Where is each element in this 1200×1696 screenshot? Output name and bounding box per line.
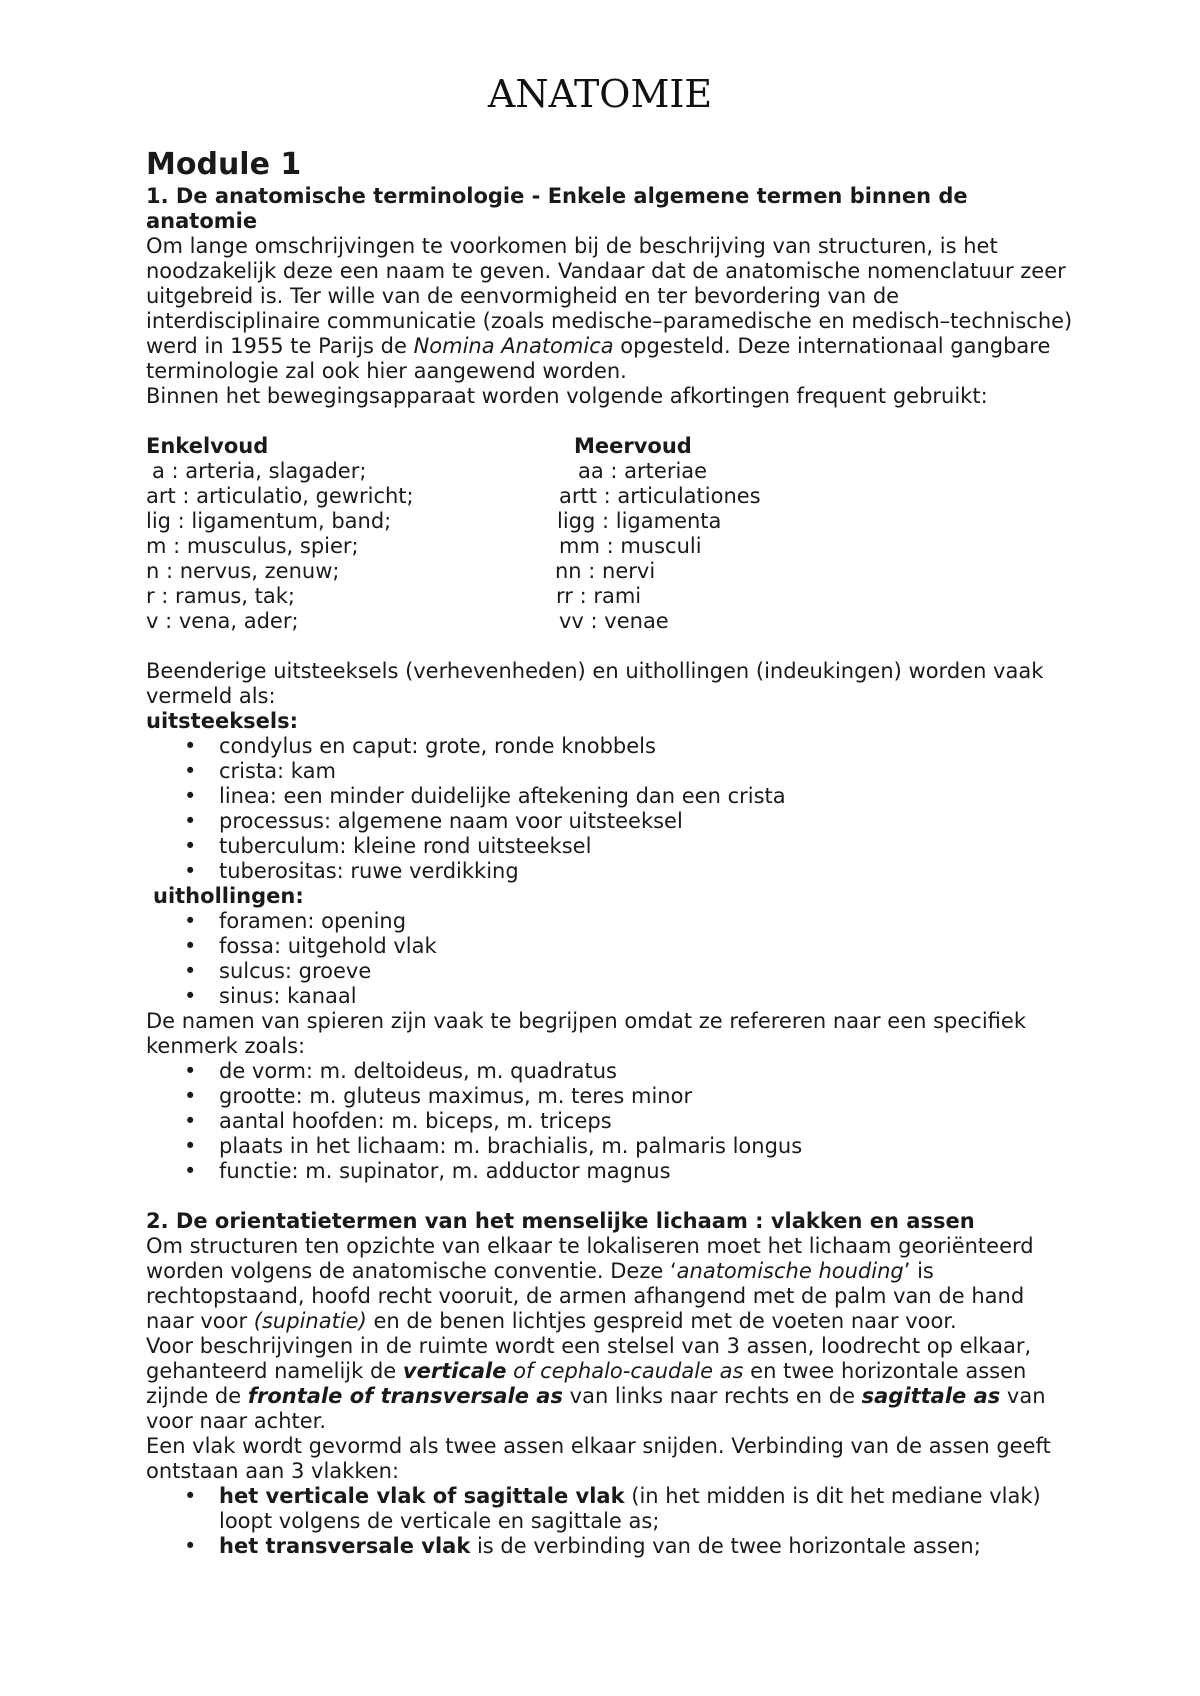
text-run: Om structuren ten opzichte van elkaar te lokaliseren moet het lichaam georiënteerd worden volgens de anatomische conventie. Deze ‘	[146, 1234, 1034, 1283]
abbreviation-plural: ligg : ligamenta	[557, 509, 722, 533]
abbreviation-plural: nn : nervi	[555, 559, 656, 583]
intro-text-a: Om lange omschrijvingen te voorkomen bij de beschrijving van structuren, is het noodzakelijk deze een naam te geven. Vandaar dat de anatomische nomenclatuur zeer uitgebreid is. Ter wille van de eenvormigheid en ter bevordering van de interdisciplinaire communicatie (zoals medische–paramedische en medisch–technische) werd in 1955 te Parijs de	[146, 234, 1073, 358]
abbreviation-table-header	[146, 434, 1076, 459]
uitsteeksels-list	[146, 734, 1076, 884]
list-item	[184, 1484, 1076, 1534]
text-run: en twee horizontale assen zijnde de	[146, 1359, 1027, 1408]
list-item: • de vorm: m. deltoideus, m. quadratus	[184, 1059, 1076, 1084]
spacer	[146, 409, 1076, 434]
muscle-names-list	[146, 1059, 1076, 1184]
abbreviation-row	[146, 509, 1076, 534]
abbreviation-singular: m : musculus, spier;	[146, 534, 359, 558]
abbreviation-plural: rr : rami	[556, 584, 642, 608]
abbreviations-intro: Binnen het bewegingsapparaat worden volgende afkortingen frequent gebruikt:	[146, 384, 988, 408]
abbreviation-plural: artt : articulationes	[559, 484, 761, 508]
abbreviation-singular: n : nervus, zenuw;	[146, 559, 340, 583]
abbreviation-singular: lig : ligamentum, band;	[146, 509, 392, 533]
verticale-term: verticale	[402, 1359, 507, 1383]
text-run: van voor naar achter.	[146, 1384, 1046, 1433]
list-item	[184, 1534, 1076, 1559]
spacer	[146, 1184, 1076, 1209]
abbreviation-plural: vv : venae	[559, 609, 669, 633]
plane-name: het verticale vlak of sagittale vlak	[219, 1484, 625, 1508]
sagittale-as-term: sagittale as	[861, 1384, 1001, 1408]
text-run: van links naar rechts en de	[562, 1384, 862, 1408]
list-item: • tuberositas: ruwe verdikking	[184, 859, 1076, 884]
abbreviation-table	[146, 459, 1076, 634]
abbreviation-singular: v : vena, ader;	[146, 609, 299, 633]
module-heading: Module 1	[146, 147, 302, 182]
abbreviation-singular: a : arteria, slagader;	[152, 459, 367, 483]
text-run: Voor beschrijvingen in de ruimte wordt een stelsel van 3 assen, loodrecht op elkaar, gehanteerd namelijk de	[146, 1334, 1032, 1383]
uithollingen-list	[146, 909, 1076, 1009]
axes-paragraph	[146, 1334, 1076, 1434]
abbreviation-row	[146, 609, 1076, 634]
frontale-as-term: frontale of transversale as	[247, 1384, 563, 1408]
bony-features-intro: Beenderige uitsteeksels (verhevenheden) en uithollingen (indeukingen) worden vaak vermeld als:	[146, 659, 1044, 708]
intro-text-b: opgesteld. Deze internationaal gangbare terminologie zal ook hier aangewend worden.	[146, 334, 1051, 383]
list-item: • foramen: opening	[184, 909, 1076, 934]
muscle-names-intro: De namen van spieren zijn vaak te begrijpen omdat ze refereren naar een specifiek kenmerk zoals:	[146, 1009, 1026, 1058]
list-item: • tuberculum: kleine rond uitsteeksel	[184, 834, 1076, 859]
plane-name: het transversale vlak	[219, 1534, 471, 1558]
abbreviation-row	[146, 484, 1076, 509]
list-item: • grootte: m. gluteus maximus, m. teres minor	[184, 1084, 1076, 1109]
list-item: • sulcus: groeve	[184, 959, 1076, 984]
spacer	[146, 634, 1076, 659]
uitsteeksels-label: uitsteeksels:	[146, 709, 299, 733]
nomina-anatomica-term: Nomina Anatomica	[413, 334, 614, 358]
abbreviation-row	[146, 584, 1076, 609]
abbreviation-row	[146, 534, 1076, 559]
list-item: • crista: kam	[184, 759, 1076, 784]
uithollingen-label: uithollingen:	[153, 884, 304, 908]
abbreviation-row	[146, 559, 1076, 584]
abbreviation-singular: r : ramus, tak;	[146, 584, 295, 608]
list-item: • processus: algemene naam voor uitsteeksel	[184, 809, 1076, 834]
section-1-intro	[146, 234, 1076, 384]
abbreviation-row	[146, 459, 1076, 484]
section-1-heading: 1. De anatomische terminologie - Enkele algemene termen binnen de anatomie	[146, 184, 968, 233]
cephalo-caudale-term: of cephalo-caudale as	[506, 1359, 744, 1383]
list-item: • functie: m. supinator, m. adductor magnus	[184, 1159, 1076, 1184]
list-item: • aantal hoofden: m. biceps, m. triceps	[184, 1109, 1076, 1134]
document-body	[146, 146, 1076, 1559]
anatomical-position-paragraph	[146, 1234, 1076, 1334]
abbreviation-plural: aa : arteriae	[578, 459, 708, 483]
list-item: • plaats in het lichaam: m. brachialis, m. palmaris longus	[184, 1134, 1076, 1159]
anatomische-houding-term: anatomische houding	[676, 1259, 904, 1283]
list-item: • linea: een minder duidelijke aftekening dan een crista	[184, 784, 1076, 809]
list-item: • fossa: uitgehold vlak	[184, 934, 1076, 959]
section-2-heading: 2. De orientatietermen van het menselijke lichaam : vlakken en assen	[146, 1209, 975, 1233]
plane-description: is de verbinding van de twee horizontale assen;	[470, 1534, 981, 1558]
abbreviation-singular: art : articulatio, gewricht;	[146, 484, 414, 508]
singular-column-header: Enkelvoud	[146, 434, 269, 458]
document-title: ANATOMIE	[487, 72, 713, 116]
supinatie-term: (supinatie)	[253, 1309, 367, 1333]
planes-paragraph: Een vlak wordt gevormd als twee assen elkaar snijden. Verbinding van de assen geeft ontstaan aan 3 vlakken:	[146, 1434, 1051, 1483]
text-run: ’ is rechtopstaand, hoofd recht vooruit, de armen afhangend met de palm van de hand naar voor	[146, 1259, 1025, 1333]
list-item: • sinus: kanaal	[184, 984, 1076, 1009]
plural-column-header: Meervoud	[574, 434, 692, 458]
planes-list	[146, 1484, 1076, 1559]
text-run: en de benen lichtjes gespreid met de voeten naar voor.	[366, 1309, 957, 1333]
abbreviation-plural: mm : musculi	[559, 534, 702, 558]
list-item: • condylus en caput: grote, ronde knobbels	[184, 734, 1076, 759]
plane-description: (in het midden is dit het mediane vlak) loopt volgens de verticale en sagittale as;	[219, 1484, 1041, 1533]
